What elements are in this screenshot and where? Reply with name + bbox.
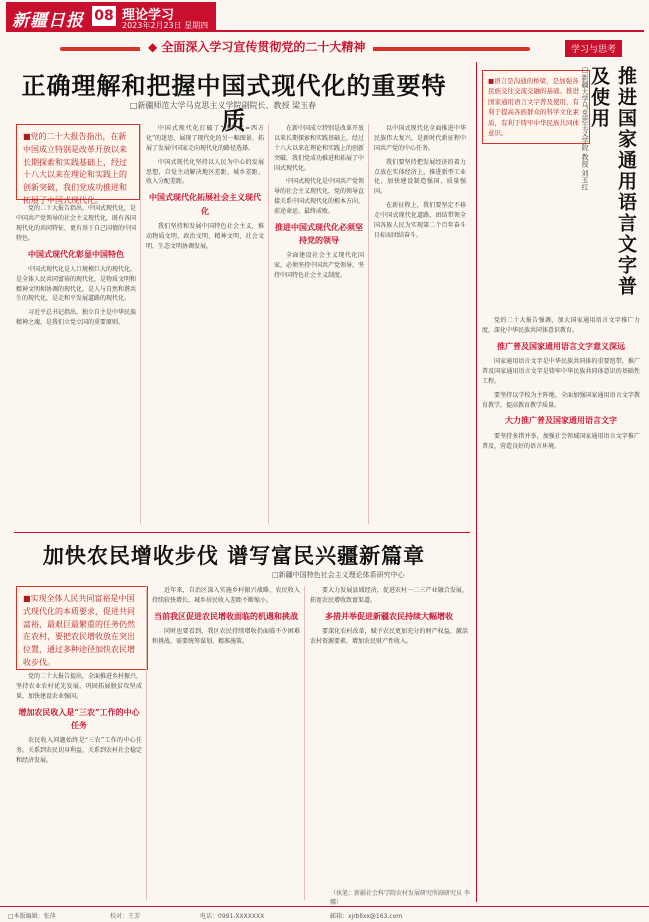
right-column-divider <box>476 62 477 902</box>
article2-col2 <box>152 586 300 900</box>
paragraph: 在新征程上，我们要坚定不移走中国式现代化道路，团结带领全国各族人民为实现第二个百年奋斗目标而团结奋斗。 <box>374 202 466 239</box>
masthead <box>0 0 649 34</box>
article3-callout: ■语言是沟通的桥梁，是加强各民族交往交流交融的基础。推进国家通用语言文字普及使用，有利于提高各族群众的科学文化素质，有利于铸牢中华民族共同体意识。 <box>482 70 590 144</box>
paragraph: 农民收入问题始终是“三农”工作的中心任务，关系到农民切身利益，关系到农村社会稳定和经济发展。 <box>16 737 142 764</box>
paragraph: 中国式现代化坚持以人民为中心的发展思想，自觉主动解决地区差距、城乡差距、收入分配差距。 <box>146 158 264 186</box>
footer-email: 邮箱：xjrbllxx@163.com <box>330 913 403 920</box>
article1-byline: □新疆师范大学马克思主义学院副院长、教授 梁玉春 <box>130 101 317 110</box>
footer-phone: 电话：0991-XXXXXXX <box>200 913 265 920</box>
paragraph: 我们坚持和发展中国特色社会主义，推动物质文明、政治文明、精神文明、社会文明、生态文明协调发展。 <box>146 222 264 250</box>
column-divider <box>146 586 147 900</box>
masthead-rule <box>216 30 644 32</box>
footer-editor: □本版编辑：张萍 <box>8 913 56 920</box>
article2-subhead-2: 当前我区促进农民增收面临的机遇和挑战 <box>154 610 298 621</box>
article2-subhead-1: 增加农民收入是“三农”工作的中心任务 <box>18 706 140 730</box>
page-number: 08 <box>92 6 116 26</box>
paragraph: 要坚持以学校为主阵地，全面加强国家通用语言文字教育教学，提高教育教学质量。 <box>482 391 640 409</box>
article2-author-note: （执笔：新疆社会科学院农村发展研究所副研究员 李娜） <box>330 890 470 906</box>
issue-date: 2023年2月23日 星期四 <box>122 21 209 30</box>
article1-col4 <box>374 124 466 524</box>
paragraph: 以中国式现代化全面推进中华民族伟大复兴，是新时代新征程中国共产党的中心任务。 <box>374 125 466 152</box>
paragraph: 近年来，自治区深入实施乡村振兴战略，农民收入持续较快增长，城乡居民收入差距不断缩小。 <box>152 587 300 604</box>
paragraph: 习近平总书记指出，独立自主是中华民族精神之魂，是我们立党立国的重要原则。 <box>16 309 136 327</box>
article1-subhead-2: 中国式现代化拓展社会主义现代化 <box>149 192 261 216</box>
article1-col3 <box>274 124 364 524</box>
article1-subhead-1: 中国式现代化彰显中国特色 <box>28 248 124 259</box>
page-footer <box>0 906 649 922</box>
article1-callout: ■党的二十大报告指出，在新中国成立特别是改革开放以来长期探索和实践基础上，经过十八大以来在理论和实践上的创新突破，我们党成功推进和拓展了中国式现代化。 <box>16 124 140 200</box>
paragraph: 要深化农村改革，赋予农民更加充分的财产权益，激活农村资源要素，增加农民财产性收入。 <box>310 627 468 645</box>
column-divider <box>140 124 141 524</box>
paragraph: 党的二十大报告提出，全面推进乡村振兴，坚持农业农村优先发展，巩固拓展脱贫攻坚成果，加快建设农业强国。 <box>16 673 142 700</box>
section-name: 理论学习 <box>122 8 175 23</box>
article1-subhead-3: 推进中国式现代化必须坚持党的领导 <box>275 222 363 246</box>
paragraph: 要大力发展县域经济，促进农村一二三产业融合发展，拓宽农民增收致富渠道。 <box>310 587 468 604</box>
masthead-block <box>6 2 216 32</box>
column-divider <box>304 586 305 900</box>
paragraph: 要坚持多措并举，加强社会领域国家通用语言文字推广普及，营造良好的语言环境。 <box>482 432 640 450</box>
article2-col1 <box>16 672 142 900</box>
paragraph: 全面建设社会主义现代化国家，必须坚持中国共产党领导，坚持中国特色社会主义制度。 <box>274 252 364 280</box>
paragraph: 我们要坚持把发展经济的着力点放在实体经济上，推进新型工业化，加快建设制造强国、质量强国。 <box>374 158 466 196</box>
paragraph: 党的二十大报告指出，中国式现代化，是中国共产党领导的社会主义现代化，既有各国现代化的共同特征，更有基于自己国情的中国特色。 <box>16 205 136 242</box>
paragraph: 中国式现代化打破了“现代化=西方化”的迷思，展现了现代化的另一幅图景，拓展了发展中国家走向现代化的路径选择。 <box>146 125 264 152</box>
column-divider <box>268 124 269 524</box>
article1-col1 <box>16 204 136 524</box>
theme-banner <box>60 38 530 60</box>
paragraph: 党的二十大报告强调，加大国家通用语言文字推广力度，深化中华民族共同体意识教育。 <box>482 317 640 334</box>
article2-callout: ■实现全体人民共同富裕是中国式现代化的本质要求，促进共同富裕，最艰巨最繁重的任务仍然在农村，要把农民增收放在突出位置，通过多种途径加快农民增收步伐。 <box>16 586 148 670</box>
footer-proofreader: 校对：王芳 <box>110 913 141 920</box>
corner-tag: 学习与思考 <box>565 40 622 57</box>
article3-title: 推进国家通用语言文字普及使用 <box>588 66 637 297</box>
article3-subhead-2: 大力推广普及国家通用语言文字 <box>505 415 617 426</box>
paragraph: 中国式现代化是中国共产党领导的社会主义现代化，党的领导直接关系中国式现代化的根本方向、前途命运、最终成败。 <box>274 178 364 216</box>
paragraph: 在新中国成立特别是改革开放以来长期探索和实践基础上，经过十八大以来在理论和实践上的创新突破，我们党成功推进和拓展了中国式现代化。 <box>274 125 364 172</box>
paragraph: 国家通用语言文字是中华民族共同体的重要纽带，推广普及国家通用语言文字是铸牢中华民族共同体意识的基础性工程。 <box>482 357 640 385</box>
banner-text: ◆ 全面深入学习宣传贯彻党的二十大精神 <box>140 38 373 55</box>
column-divider <box>368 124 369 524</box>
article1-title: 正确理解和把握中国式现代化的重要特质 <box>21 71 447 135</box>
section-divider <box>14 532 470 533</box>
article3-byline: □新疆大学马克思主义学院 教授 刘玉红 <box>581 66 589 191</box>
article2-title: 加快农民增收步伐 谱写富民兴疆新篇章 <box>42 543 426 568</box>
article2-col3 <box>310 586 468 882</box>
article3-body <box>482 316 640 900</box>
article1-col2 <box>146 124 264 524</box>
paragraph: 中国式现代化是人口规模巨大的现代化，是全体人民共同富裕的现代化，是物质文明和精神文明相协调的现代化，是人与自然和谐共生的现代化，是走和平发展道路的现代化。 <box>16 265 136 303</box>
paragraph: 同时也要看到，我区农民持续增收仍面临不少困难和挑战，需要统筹谋划、精准施策。 <box>152 627 300 645</box>
newspaper-logo: 新疆日报 <box>12 11 84 31</box>
article2-byline: □新疆中国特色社会主义理论体系研究中心 <box>272 571 405 579</box>
article3-subhead-1: 推广普及国家通用语言文字意义深远 <box>497 340 625 351</box>
article2-subhead-3: 多措并举促进新疆农民持续大幅增收 <box>325 610 453 621</box>
